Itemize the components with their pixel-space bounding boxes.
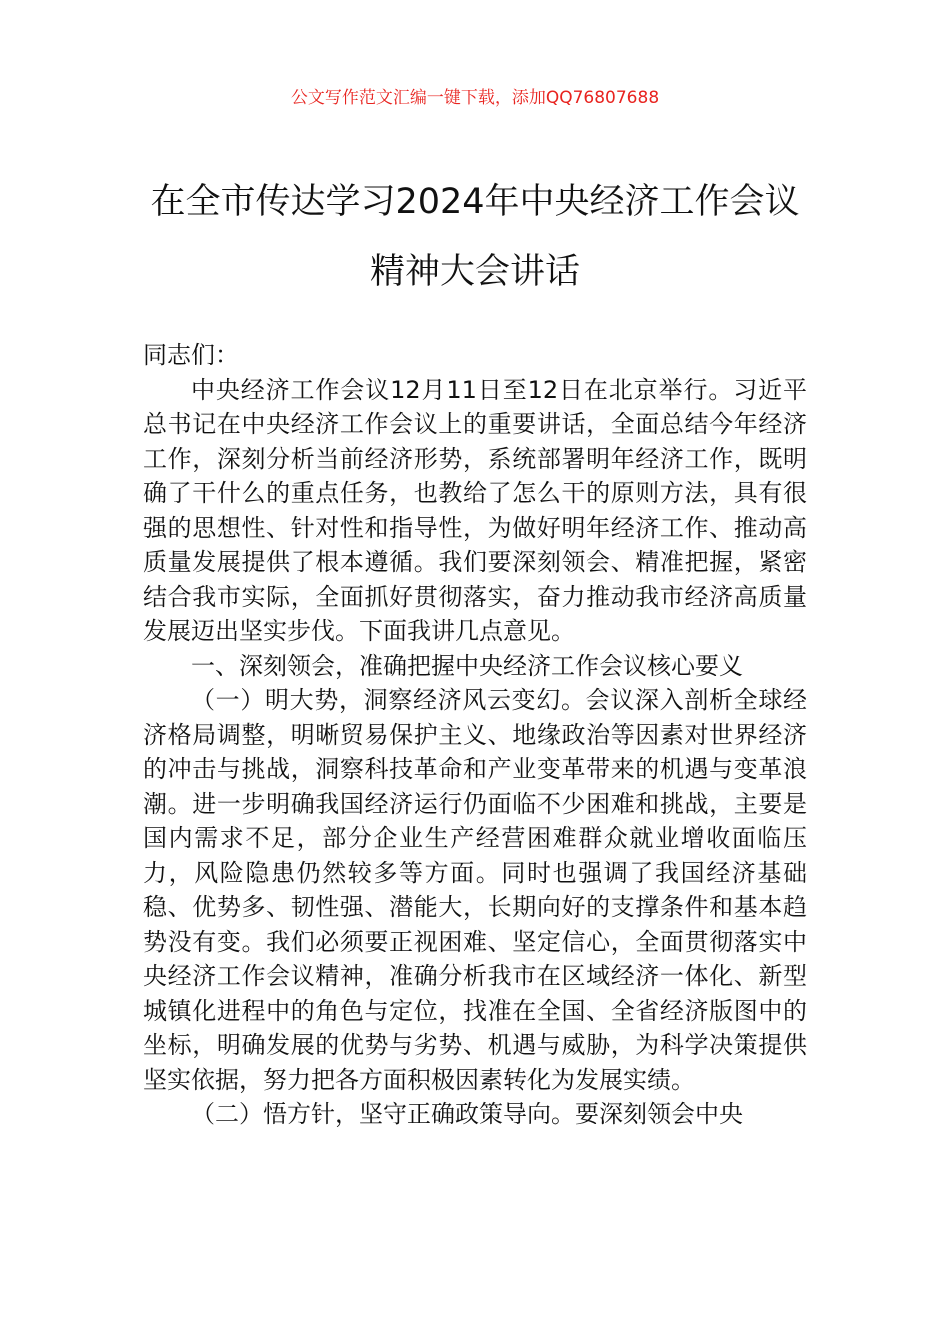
paragraph-subsection-2: （二）悟方针，坚守正确政策导向。要深刻领会中央 xyxy=(191,1100,743,1128)
paragraph-intro: 中央经济工作会议12月11日至12日在北京举行。习近平总书记在中央经济工作会议上的重要讲话，全面总结今年经济工作，深刻分析当前经济形势，系统部署明年经济工作，既明确了干什么的重点任务，也教给了怎么干的原则方法，具有很强的思想性、针对性和指导性，为做好明年经济工作、推动高质量发展提供了根本遵循。我们要深刻领会、精准把握，紧密结合我市实际，全面抓好贯彻落实，奋力推动我市经济高质量发展迈出坚实步伐。下面我讲几点意见。 xyxy=(143,375,807,645)
paragraph-subsection-1: （一）明大势，洞察经济风云变幻。会议深入剖析全球经济格局调整，明晰贸易保护主义、地缘政治等因素对世界经济的冲击与挑战，洞察科技革命和产业变革带来的机遇与变革浪潮。进一步明确我国经济运行仍面临不少困难和挑战，主要是国内需求不足，部分企业生产经营困难群众就业增收面临压力，风险隐患仍然较多等方面。同时也强调了我国经济基础稳、优势多、韧性强、潜能大，长期向好的支撑条件和基本趋势没有变。我们必须要正视困难、坚定信心，全面贯彻落实中央经济工作会议精神，准确分析我市在区域经济一体化、新型城镇化进程中的角色与定位，找准在全国、全省经济版图中的坐标，明确发展的优势与劣势、机遇与威胁，为科学决策提供坚实依据，努力把各方面积极因素转化为发展实绩。 xyxy=(143,686,807,1094)
salutation: 同志们： xyxy=(143,341,239,369)
download-banner: 公文写作范文汇编一键下载，添加QQ76807688 xyxy=(290,88,660,108)
document-title-line-2: 精神大会讲话 xyxy=(369,252,580,292)
document-title-line-1: 在全市传达学习2024年中央经济工作会议 xyxy=(150,182,800,222)
section-heading-1: 一、深刻领会，准确把握中央经济工作会议核心要义 xyxy=(191,651,743,680)
document-body xyxy=(143,338,807,1132)
